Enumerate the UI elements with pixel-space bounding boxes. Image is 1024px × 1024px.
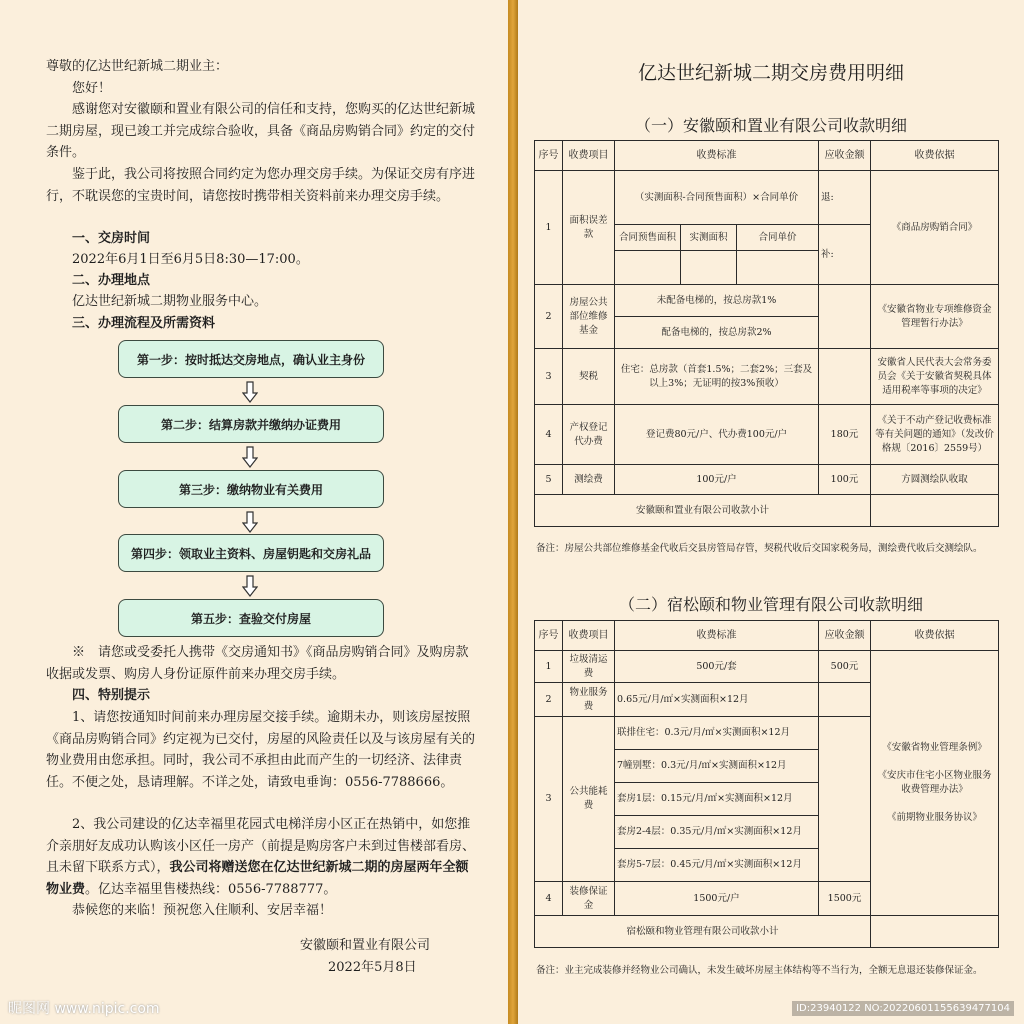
basis-line: 《安徽省物业管理条例》	[882, 742, 987, 753]
col-header: 序号	[535, 621, 563, 651]
paragraph-1: 感谢您对安徽颐和置业有限公司的信任和支持，您购买的亿达世纪新城二期房屋，现已竣工并完成综合验收，具备《商品房购销合同》约定的交付条件。	[46, 102, 476, 160]
basis-line: 《前期物业服务协议》	[886, 812, 982, 823]
cell-subheader: 合同预售面积	[615, 225, 681, 251]
closing: 恭候您的来临！预祝您入住顺利、安居幸福！	[72, 903, 333, 918]
cell-blank[interactable]	[871, 495, 999, 527]
tip-2-text: 2、我公司建设的亿达幸福里花园式电梯洋房小区正在热销中，如您推介亲朋好友成功认购该小区任一房产（前提是购房客户未到过售楼部看房、且未留下联系方式），	[46, 817, 476, 875]
cell-item: 装修保证金	[563, 882, 615, 916]
cell-basis	[871, 651, 999, 916]
cell-no: 1	[535, 651, 563, 683]
handover-time: 2022年6月1日至6月5日8:30—17:00。	[72, 252, 309, 267]
required-materials: ※ 请您或受委托人携带《交房通知书》《商品房购销合同》及购房款收据或发票、购房人身份证原件前来办理交房手续。	[46, 645, 469, 682]
cell-item: 公共能耗费	[563, 717, 615, 882]
table1-note: 备注：房屋公共部位维修基金代收后交县房管局存管，契税代收后交国家税务局，测绘费代收后交测绘队。	[536, 543, 983, 554]
col-header: 收费标准	[615, 621, 819, 651]
table2-title: （二）宿松颐和物业管理有限公司收款明细	[618, 595, 923, 614]
cell-basis: 安徽省人民代表大会常务委员会《关于安徽省契税具体适用税率等事项的决定》	[871, 349, 999, 405]
col-header: 应收金额	[819, 621, 871, 651]
cell-item: 产权登记代办费	[563, 405, 615, 465]
cell-amount: 180元	[819, 405, 871, 465]
cell-amount	[819, 285, 871, 349]
table-header-row	[535, 141, 999, 171]
section-heading-tips: 四、特别提示	[72, 688, 151, 703]
hello: 您好！	[72, 81, 112, 96]
cell-standard: 住宅：总房款（首套1.5%；二套2%；三套及以上3%；无证明的按3%预收）	[615, 349, 819, 405]
cell-standard: 登记费80元/户、代办费100元/户	[615, 405, 819, 465]
cell-standard: 套房2-4层：0.35元/月/㎡×实测面积×12月	[615, 816, 819, 849]
flow-step-4: 第四步：领取业主资料、房屋钥匙和交房礼品	[118, 534, 384, 572]
down-arrow-icon	[242, 511, 258, 533]
cell-item: 面积误差款	[563, 171, 615, 285]
cell-subtotal: 安徽颐和置业有限公司收款小计	[535, 495, 871, 527]
table-row	[535, 405, 999, 465]
basis-line: 《安庆市住宅小区物业服务收费管理办法》	[877, 770, 992, 795]
cell-no: 2	[535, 683, 563, 717]
tip-2	[46, 814, 476, 900]
watermark-id: ID:23940122 NO:20220601155639477104	[792, 1001, 1014, 1016]
cell-standard: 100元/户	[615, 465, 819, 495]
section-heading-time: 一、交房时间	[72, 231, 151, 246]
cell-subheader: 实测面积	[681, 225, 737, 251]
cell-item: 垃圾清运费	[563, 651, 615, 683]
fee-table-1	[534, 140, 999, 527]
table-row	[535, 171, 999, 225]
cell-no: 5	[535, 465, 563, 495]
col-header: 收费标准	[615, 141, 819, 171]
cell-amount: 1500元	[819, 882, 871, 916]
cell-standard: 套房1层：0.15元/月/㎡×实测面积×12月	[615, 783, 819, 816]
col-header: 应收金额	[819, 141, 871, 171]
cell-basis: 《安徽省物业专项维修资金管理暂行办法》	[871, 285, 999, 349]
doc-title: 亿达世纪新城二期交房费用明细	[637, 62, 904, 84]
cell-no: 1	[535, 171, 563, 285]
cell-no: 3	[535, 349, 563, 405]
cell-item: 房屋公共部位维修基金	[563, 285, 615, 349]
table-row	[535, 285, 999, 317]
col-header: 收费依据	[871, 141, 999, 171]
cell-standard: 配备电梯的，按总房款2%	[615, 317, 819, 349]
gold-divider	[508, 0, 518, 1024]
cell-amount	[819, 717, 871, 882]
section-heading-process: 三、办理流程及所需资料	[72, 316, 216, 331]
table-row	[535, 349, 999, 405]
cell-no: 4	[535, 882, 563, 916]
table-row	[535, 465, 999, 495]
table2-note: 备注：业主完成装修并经物业公司确认，未发生破坏房屋主体结构等不当行为，全额无息退还装修保证金。	[536, 965, 983, 976]
cell-standard: 1500元/户	[615, 882, 819, 916]
table-subtotal-row	[535, 916, 999, 948]
tip-1: 1、请您按通知时间前来办理房屋交接手续。逾期未办，则该房屋按照《商品房购销合同》约定视为已交付，房屋的风险责任以及与该房屋有关的物业费用由您承担。同时，我公司不承担由此而产生的一切经济、法律责任。不便之处，恳请理解。不详之处，请致电垂询：0556-7788666。	[46, 710, 476, 790]
flow-step-3: 第三步：缴纳物业有关费用	[118, 470, 384, 508]
cell-refund: 退:	[819, 171, 871, 225]
cell-item: 物业服务费	[563, 683, 615, 717]
cell-standard: 未配备电梯的，按总房款1%	[615, 285, 819, 317]
watermark-site: 昵图网 www.nipic.com	[8, 1001, 160, 1017]
cell-no: 4	[535, 405, 563, 465]
paragraph-2: 鉴于此，我公司将按照合同约定为您办理交房手续。为保证交房有序进行，不耽误您的宝贵时间，请您按时携带相关资料前来办理交房手续。	[46, 167, 476, 204]
signature-date: 2022年5月8日	[328, 960, 417, 975]
cell-basis: 《关于不动产登记收费标准等有关问题的通知》（发改价格规〔2016〕2559号）	[871, 405, 999, 465]
cell-blank[interactable]	[737, 251, 819, 285]
cell-subtotal: 宿松颐和物业管理有限公司收款小计	[535, 916, 871, 948]
handover-place: 亿达世纪新城二期物业服务中心。	[72, 294, 268, 309]
section-heading-place: 二、办理地点	[72, 273, 151, 288]
cell-basis: 方圆测绘队收取	[871, 465, 999, 495]
cell-amount	[819, 683, 871, 717]
cell-standard: 500元/套	[615, 651, 819, 683]
cell-item: 契税	[563, 349, 615, 405]
table1-title: （一）安徽颐和置业有限公司收款明细	[634, 116, 907, 135]
cell-supplement: 补:	[819, 225, 871, 285]
col-header: 收费项目	[563, 621, 615, 651]
down-arrow-icon	[242, 575, 258, 597]
cell-no: 2	[535, 285, 563, 349]
tip-2-highlight: 我公司将赠送您在亿达世纪新城二期的房屋两年全额物业费	[46, 860, 469, 897]
flow-step-2: 第二步：结算房款并缴纳办证费用	[118, 405, 384, 443]
cell-formula: （实测面积-合同预售面积）×合同单价	[615, 171, 819, 225]
flow-step-1: 第一步：按时抵达交房地点，确认业主身份	[118, 340, 384, 378]
signature-company: 安徽颐和置业有限公司	[300, 938, 431, 953]
cell-subheader: 合同单价	[737, 225, 819, 251]
cell-blank[interactable]	[615, 251, 681, 285]
down-arrow-icon	[242, 446, 258, 468]
cell-standard: 0.65元/月/㎡×实测面积×12月	[615, 683, 819, 717]
flow-step-5: 第五步：查验交付房屋	[118, 599, 384, 637]
cell-blank[interactable]	[681, 251, 737, 285]
greeting: 尊敬的亿达世纪新城二期业主：	[46, 59, 229, 74]
cell-basis: 《商品房购销合同》	[871, 171, 999, 285]
cell-no: 3	[535, 717, 563, 882]
tip-2-hotline: 。亿达幸福里售楼热线：0556-7788777。	[85, 881, 337, 897]
col-header: 序号	[535, 141, 563, 171]
cell-standard: 7幢别墅：0.3元/月/㎡×实测面积×12月	[615, 750, 819, 783]
cell-amount: 500元	[819, 651, 871, 683]
table-subtotal-row	[535, 495, 999, 527]
down-arrow-icon	[242, 381, 258, 403]
cell-blank[interactable]	[871, 916, 999, 948]
cell-amount	[819, 349, 871, 405]
col-header: 收费依据	[871, 621, 999, 651]
table-row	[535, 651, 999, 683]
fee-table-2	[534, 620, 999, 948]
cell-standard: 联排住宅：0.3元/月/㎡×实测面积×12月	[615, 717, 819, 750]
col-header: 收费项目	[563, 141, 615, 171]
cell-amount: 100元	[819, 465, 871, 495]
cell-standard: 套房5-7层：0.45元/月/㎡×实测面积×12月	[615, 849, 819, 882]
table-header-row	[535, 621, 999, 651]
cell-item: 测绘费	[563, 465, 615, 495]
